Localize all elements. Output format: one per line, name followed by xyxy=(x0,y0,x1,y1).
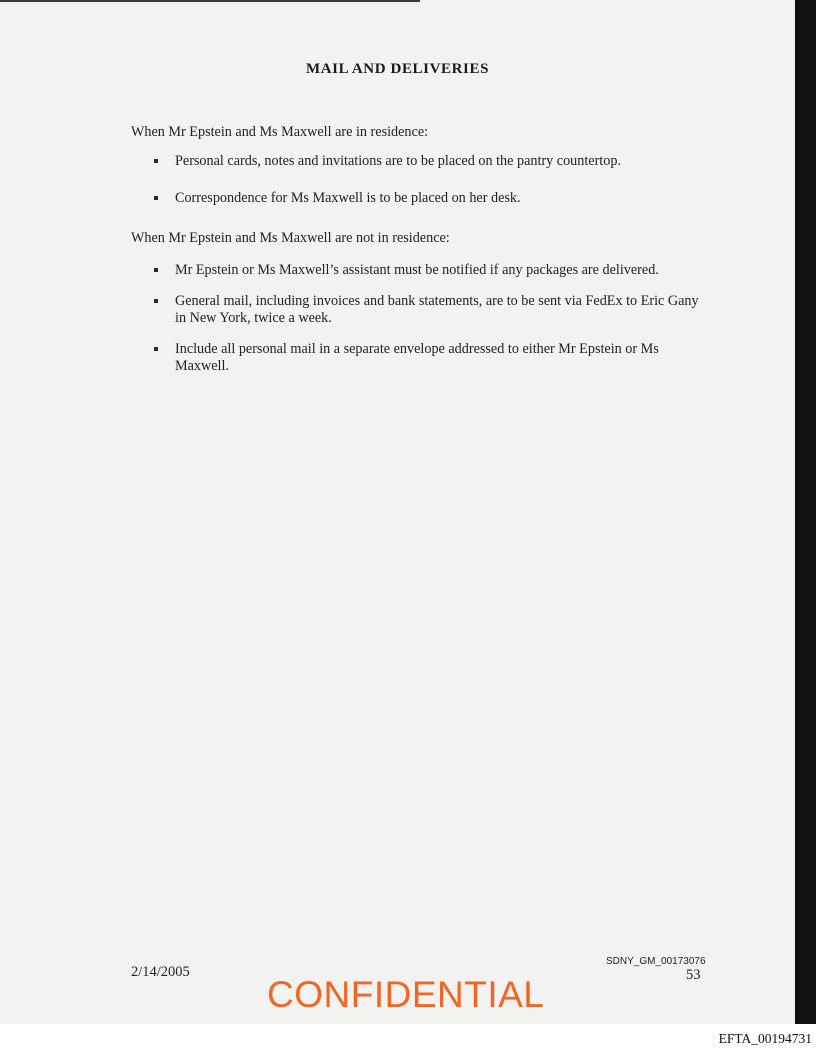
section-intro-in-residence: When Mr Epstein and Ms Maxwell are in residence: xyxy=(131,124,429,140)
list-item-text: Personal cards, notes and invitations are to be placed on the pantry countertop. xyxy=(175,153,621,169)
top-edge-rule xyxy=(0,0,420,2)
list-item xyxy=(150,293,710,327)
section-intro-not-in-residence: When Mr Epstein and Ms Maxwell are not in residence: xyxy=(131,230,450,246)
list-item-text: General mail, including invoices and bank statements, are to be sent via FedEx to Eric Gany in New York, twice a week. xyxy=(175,293,699,326)
footer-date: 2/14/2005 xyxy=(131,964,190,980)
bullet-icon xyxy=(154,347,158,351)
bullet-icon xyxy=(154,268,158,272)
list-item-text: Correspondence for Ms Maxwell is to be placed on her desk. xyxy=(175,190,521,206)
list-item xyxy=(150,153,710,170)
list-item xyxy=(150,190,710,207)
page-number: 53 xyxy=(686,967,701,983)
list-item-text: Mr Epstein or Ms Maxwell’s assistant must be notified if any packages are delivered. xyxy=(175,262,659,278)
confidential-stamp: CONFIDENTIAL xyxy=(267,974,545,1015)
bates-number: SDNY_GM_00173076 xyxy=(606,956,706,967)
list-item xyxy=(150,341,710,375)
bullet-icon xyxy=(154,196,158,200)
scan-edge-bar xyxy=(795,0,816,1024)
efta-number: EFTA_00194731 xyxy=(718,1031,812,1046)
bullet-icon xyxy=(154,159,158,163)
list-item xyxy=(150,262,710,279)
bullet-list-in-residence xyxy=(150,153,710,207)
list-item-text: Include all personal mail in a separate envelope addressed to either Mr Epstein or Ms Maxwell. xyxy=(175,341,659,374)
bullet-list-not-in-residence xyxy=(150,262,710,375)
bullet-icon xyxy=(154,299,158,303)
page-title: MAIL AND DELIVERIES xyxy=(305,61,490,77)
